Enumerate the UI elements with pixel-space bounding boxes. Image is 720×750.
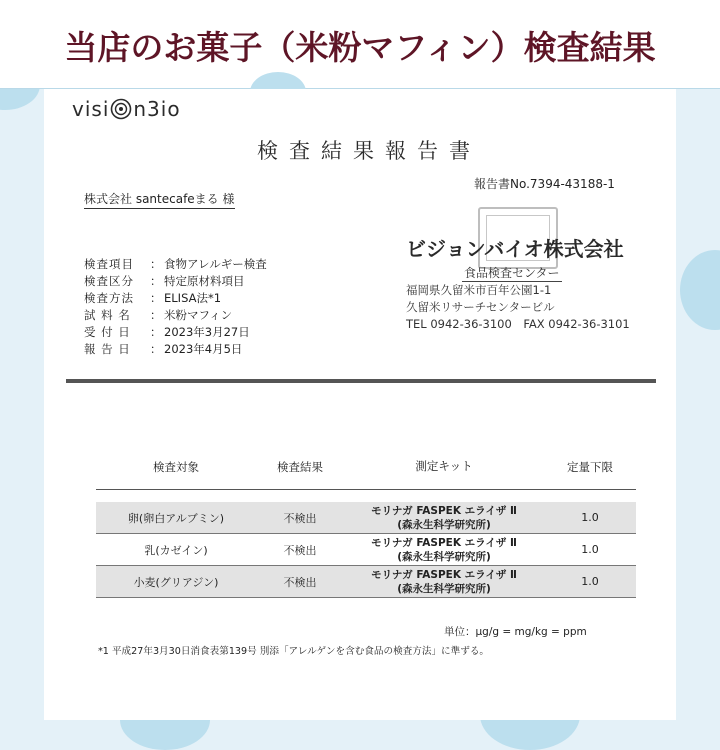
lab-contact: TEL 0942-36-3100 FAX 0942-36-3101 bbox=[406, 317, 630, 331]
inspection-info bbox=[84, 256, 267, 358]
section-divider bbox=[66, 379, 656, 383]
cell-result: 不検出 bbox=[283, 511, 317, 525]
report-title: 検査結果報告書 bbox=[257, 139, 481, 163]
cell-target: 乳(カゼイン) bbox=[144, 543, 208, 557]
header-limit: 定量下限 bbox=[567, 460, 613, 474]
info-value: 2023年3月27日 bbox=[164, 325, 250, 339]
header-target: 検査対象 bbox=[153, 460, 199, 474]
info-label: 報 告 日 bbox=[84, 342, 131, 356]
info-value: 食物アレルギー検査 bbox=[164, 257, 267, 271]
lab-department: 食品検査センター bbox=[464, 266, 560, 280]
title-banner bbox=[0, 0, 720, 89]
info-row: 試 料 名 ： 米粉マフィン bbox=[84, 308, 233, 322]
header-result: 検査結果 bbox=[277, 460, 323, 474]
info-value: 2023年4月5日 bbox=[164, 342, 243, 356]
kit-maker: (森永生科学研究所) bbox=[397, 550, 491, 563]
info-value: ELISA法*1 bbox=[164, 291, 222, 305]
cell-limit: 1.0 bbox=[581, 511, 599, 524]
lab-name: ビジョンバイオ株式会社 bbox=[406, 237, 624, 261]
lab-logo bbox=[72, 97, 181, 119]
cell-result: 不検出 bbox=[283, 543, 317, 557]
kit-maker: (森永生科学研究所) bbox=[397, 518, 491, 531]
header-kit: 測定キット bbox=[415, 459, 473, 473]
lab-address-1: 福岡県久留米市百年公園1-1 bbox=[406, 283, 552, 297]
info-row: 検査方法 ： ELISA法*1 bbox=[84, 291, 222, 305]
info-value: 米粉マフィン bbox=[164, 308, 233, 322]
info-value: 特定原材料項目 bbox=[164, 274, 245, 288]
cell-limit: 1.0 bbox=[581, 575, 599, 588]
lab-info bbox=[406, 233, 630, 333]
info-label: 検査区分 bbox=[84, 274, 134, 288]
info-label: 検査方法 bbox=[84, 291, 134, 305]
kit-name: モリナガ FASPEK エライザ Ⅱ bbox=[371, 568, 517, 581]
page-title: 当店のお菓子（米粉マフィン）検査結果 bbox=[64, 28, 656, 67]
results-table bbox=[96, 459, 636, 598]
footnote: *1 平成27年3月30日消食表第139号 別添「アレルゲンを含む食品の検査方法」に準ずる。 bbox=[98, 646, 490, 657]
report-number: 報告書No.7394-43188-1 bbox=[474, 177, 615, 191]
cell-target: 小麦(グリアジン) bbox=[133, 575, 219, 589]
info-label: 試 料 名 bbox=[84, 308, 131, 322]
info-row: 受 付 日 ： 2023年3月27日 bbox=[84, 325, 250, 339]
unit-note: 単位：μg/g = mg/kg = ppm bbox=[444, 626, 587, 638]
cell-kit bbox=[344, 504, 544, 532]
logo-text-left: visi bbox=[72, 97, 110, 121]
logo-ring-icon bbox=[110, 98, 132, 120]
report-sheet bbox=[44, 89, 676, 720]
cell-kit bbox=[344, 536, 544, 564]
cell-result: 不検出 bbox=[283, 575, 317, 589]
lab-address-2: 久留米リサーチセンタービル bbox=[406, 300, 555, 314]
decorative-bubble bbox=[680, 250, 720, 330]
kit-name: モリナガ FASPEK エライザ Ⅱ bbox=[371, 536, 517, 549]
info-row: 報 告 日 ： 2023年4月5日 bbox=[84, 342, 243, 356]
table-row bbox=[96, 566, 636, 598]
table-row bbox=[96, 534, 636, 566]
info-label: 検査項目 bbox=[84, 257, 134, 271]
logo-text-right: n3io bbox=[133, 97, 181, 121]
table-row bbox=[96, 502, 636, 534]
info-label: 受 付 日 bbox=[84, 325, 131, 339]
kit-maker: (森永生科学研究所) bbox=[397, 582, 491, 595]
table-header bbox=[96, 459, 636, 490]
cell-kit bbox=[344, 568, 544, 596]
info-row: 検査項目 ： 食物アレルギー検査 bbox=[84, 257, 267, 271]
cell-limit: 1.0 bbox=[581, 543, 599, 556]
info-row: 検査区分 ： 特定原材料項目 bbox=[84, 274, 245, 288]
client-name: 株式会社 santecafeまる 様 bbox=[84, 190, 235, 209]
cell-target: 卵(卵白アルブミン) bbox=[127, 511, 225, 525]
kit-name: モリナガ FASPEK エライザ Ⅱ bbox=[371, 504, 517, 517]
